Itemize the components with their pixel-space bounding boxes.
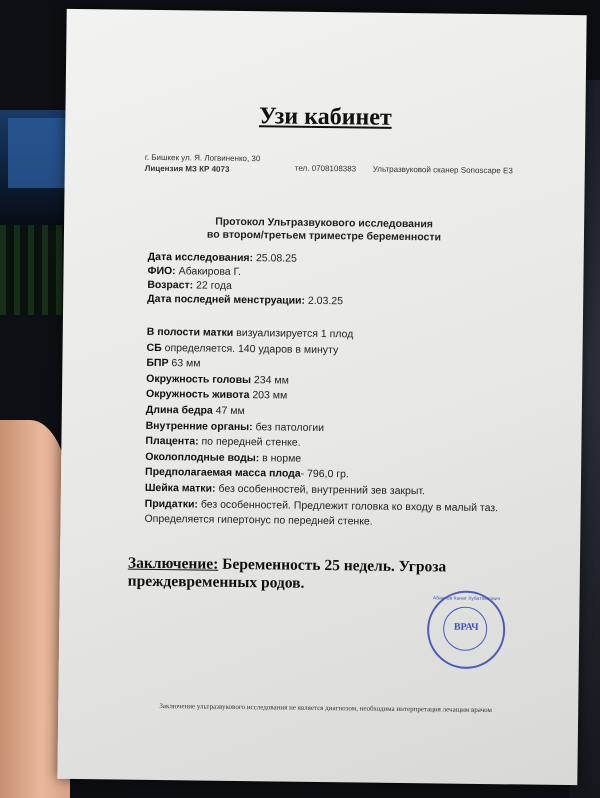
finding-value: по передней стенке. bbox=[198, 435, 301, 449]
conclusion bbox=[128, 555, 508, 596]
info-value: 2.03.25 bbox=[304, 294, 344, 308]
stamp-ring-text: Абакиев Канат Кубатбекович bbox=[432, 595, 501, 603]
finding-value: - 796,0 гр. bbox=[300, 468, 349, 481]
finding-label: Шейка матки: bbox=[144, 481, 216, 495]
finding-value: без особенностей, внутренний зев закрыт. bbox=[215, 482, 426, 498]
finding-label: Придатки: bbox=[144, 497, 199, 511]
clinic-phone: тел. 0708108383 bbox=[294, 163, 357, 174]
conclusion-text: Беременность 25 недель. Угроза преждевременных родов. bbox=[127, 555, 447, 592]
patient-info bbox=[147, 250, 343, 308]
finding-value: Определяется гипертонус по передней стенке. bbox=[144, 512, 373, 528]
finding-label: Окружность живота bbox=[145, 388, 250, 402]
conclusion-label: Заключение: bbox=[127, 554, 219, 573]
finding-value: в норме bbox=[259, 451, 302, 465]
finding-value: без особенностей. Предлежит головка ко входу в малый таз. bbox=[197, 498, 499, 514]
finding-value: без патологии bbox=[252, 420, 325, 434]
finding-value: 47 мм bbox=[212, 404, 245, 418]
clinic-header bbox=[144, 152, 545, 176]
scanner-model: Ультразвуковой сканер Sonoscape E3 bbox=[372, 164, 513, 176]
finding-value: визуализируется 1 плод bbox=[233, 326, 354, 341]
info-value: Абакирова Г. bbox=[175, 265, 242, 278]
clinic-address: г. Бишкек ул. Я. Логвиненко, 30 bbox=[144, 152, 261, 164]
document-title: Узи кабинет bbox=[258, 103, 392, 131]
finding-label: СБ bbox=[146, 341, 162, 354]
finding-label: Околоплодные воды: bbox=[145, 450, 260, 464]
license-number: Лицензия МЗ КР 4073 bbox=[144, 163, 230, 174]
finding-label: Окружность головы bbox=[146, 372, 252, 386]
finding-label: Длина бедра bbox=[145, 403, 213, 417]
protocol-line-2: во втором/третьем триместре беременности bbox=[206, 228, 442, 244]
footer-disclaimer: Заключение ультразвукового исследования не является диагнозом, необходима интерпретация лечащим врачом bbox=[159, 702, 493, 715]
findings bbox=[144, 325, 566, 533]
finding-label: Предполагаемая масса плода bbox=[144, 466, 301, 481]
info-label: Дата последней менструации: bbox=[147, 292, 306, 307]
finding-value: 203 мм bbox=[249, 389, 288, 402]
finding-label: Внутренние органы: bbox=[145, 419, 253, 433]
finding-value: 234 мм bbox=[250, 373, 289, 387]
finding-value: определяется. 140 ударов в минуту bbox=[161, 341, 339, 356]
finding-label: БПР bbox=[146, 357, 169, 370]
info-row bbox=[147, 292, 343, 308]
protocol-heading bbox=[64, 214, 584, 246]
protocol-line-1: Протокол Ультразвукового исследования bbox=[215, 215, 434, 231]
finding-label: В полости матки bbox=[146, 325, 234, 339]
info-value: 25.08.25 bbox=[253, 252, 297, 265]
info-value: 22 года bbox=[193, 279, 232, 292]
background-screen bbox=[8, 118, 72, 188]
document-sheet bbox=[57, 9, 586, 785]
doctor-stamp bbox=[427, 590, 506, 669]
info-label: Возраст: bbox=[147, 278, 194, 292]
info-label: Дата исследования: bbox=[147, 250, 254, 265]
finding-label: Плацента: bbox=[145, 435, 199, 448]
info-label: ФИО: bbox=[147, 264, 176, 278]
stamp-word: ВРАЧ bbox=[453, 621, 479, 633]
finding-value: 63 мм bbox=[168, 357, 201, 370]
